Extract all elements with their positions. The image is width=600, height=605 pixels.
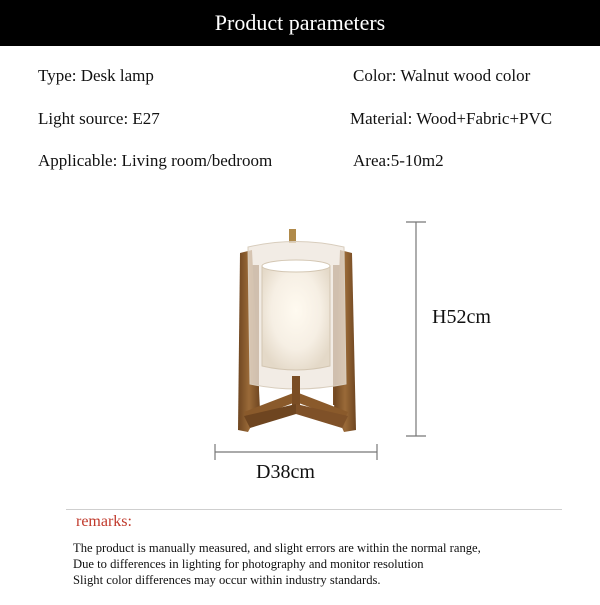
- diameter-label: D38cm: [256, 461, 315, 483]
- header-title: Product parameters: [214, 10, 386, 35]
- remarks-line: The product is manually measured, and slight errors are within the normal range,: [73, 541, 481, 555]
- desk-lamp: [238, 229, 356, 432]
- param-applicable: Applicable: Living room/bedroom: [38, 151, 273, 170]
- remarks-line: Due to differences in lighting for photography and monitor resolution: [73, 557, 424, 571]
- width-dimension-line: [215, 444, 377, 460]
- height-label: H52cm: [432, 306, 491, 328]
- height-dimension-line: [406, 222, 426, 436]
- param-material: Material: Wood+Fabric+PVC: [350, 109, 553, 128]
- param-type: Type: Desk lamp: [38, 66, 154, 85]
- divider: [66, 509, 562, 510]
- remarks-title: remarks:: [76, 513, 132, 530]
- param-color: Color: Walnut wood color: [353, 66, 531, 85]
- remarks-line: Slight color differences may occur within industry standards.: [73, 573, 381, 587]
- param-light-source: Light source: E27: [38, 109, 160, 128]
- remarks-text: [73, 540, 481, 588]
- lamp-finial: [289, 229, 296, 243]
- param-area: Area:5-10m2: [353, 151, 444, 170]
